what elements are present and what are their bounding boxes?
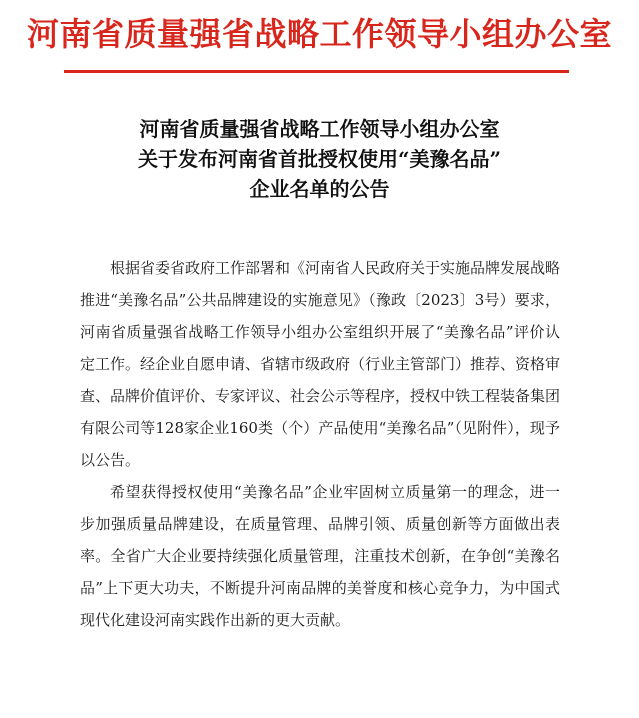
masthead-divider [64, 70, 569, 73]
body-paragraph-1: 根据省委省政府工作部署和《河南省人民政府关于实施品牌发展战略推进“美豫名品”公共品牌建设的实施意见》（豫政〔2023〕3号）要求，河南省质量强省战略工作领导小组办公室组织开展了“美豫名品”评价认定工作。经企业自愿申请、省辖市级政府（行业主管部门）推荐、资格审查、品牌价值评价、专家评议、社会公示等程序，授权中铁工程装备集团有限公司等128家企业160类（个）产品使用“美豫名品”（见附件），现予以公告。 [80, 259, 561, 469]
title-line-3: 企业名单的公告 [249, 177, 390, 201]
title-line-1: 河南省质量强省战略工作领导小组办公室 [139, 117, 500, 141]
announcement-title [0, 114, 639, 204]
body-paragraph-2: 希望获得授权使用“美豫名品”企业牢固树立质量第一的理念，进一步加强质量品牌建设，在质量管理、品牌引领、质量创新等方面做出表率。全省广大企业要持续强化质量管理，注重技术创新，在争创“美豫名品”上下更大功夫，不断提升河南品牌的美誉度和核心竞争力，为中国式现代化建设河南实践作出新的更大贡献。 [80, 483, 560, 629]
masthead-title: 河南省质量强省战略工作领导小组办公室 [26, 15, 612, 53]
announcement-body [80, 252, 560, 636]
title-line-2: 关于发布河南省首批授权使用“美豫名品” [137, 147, 501, 171]
